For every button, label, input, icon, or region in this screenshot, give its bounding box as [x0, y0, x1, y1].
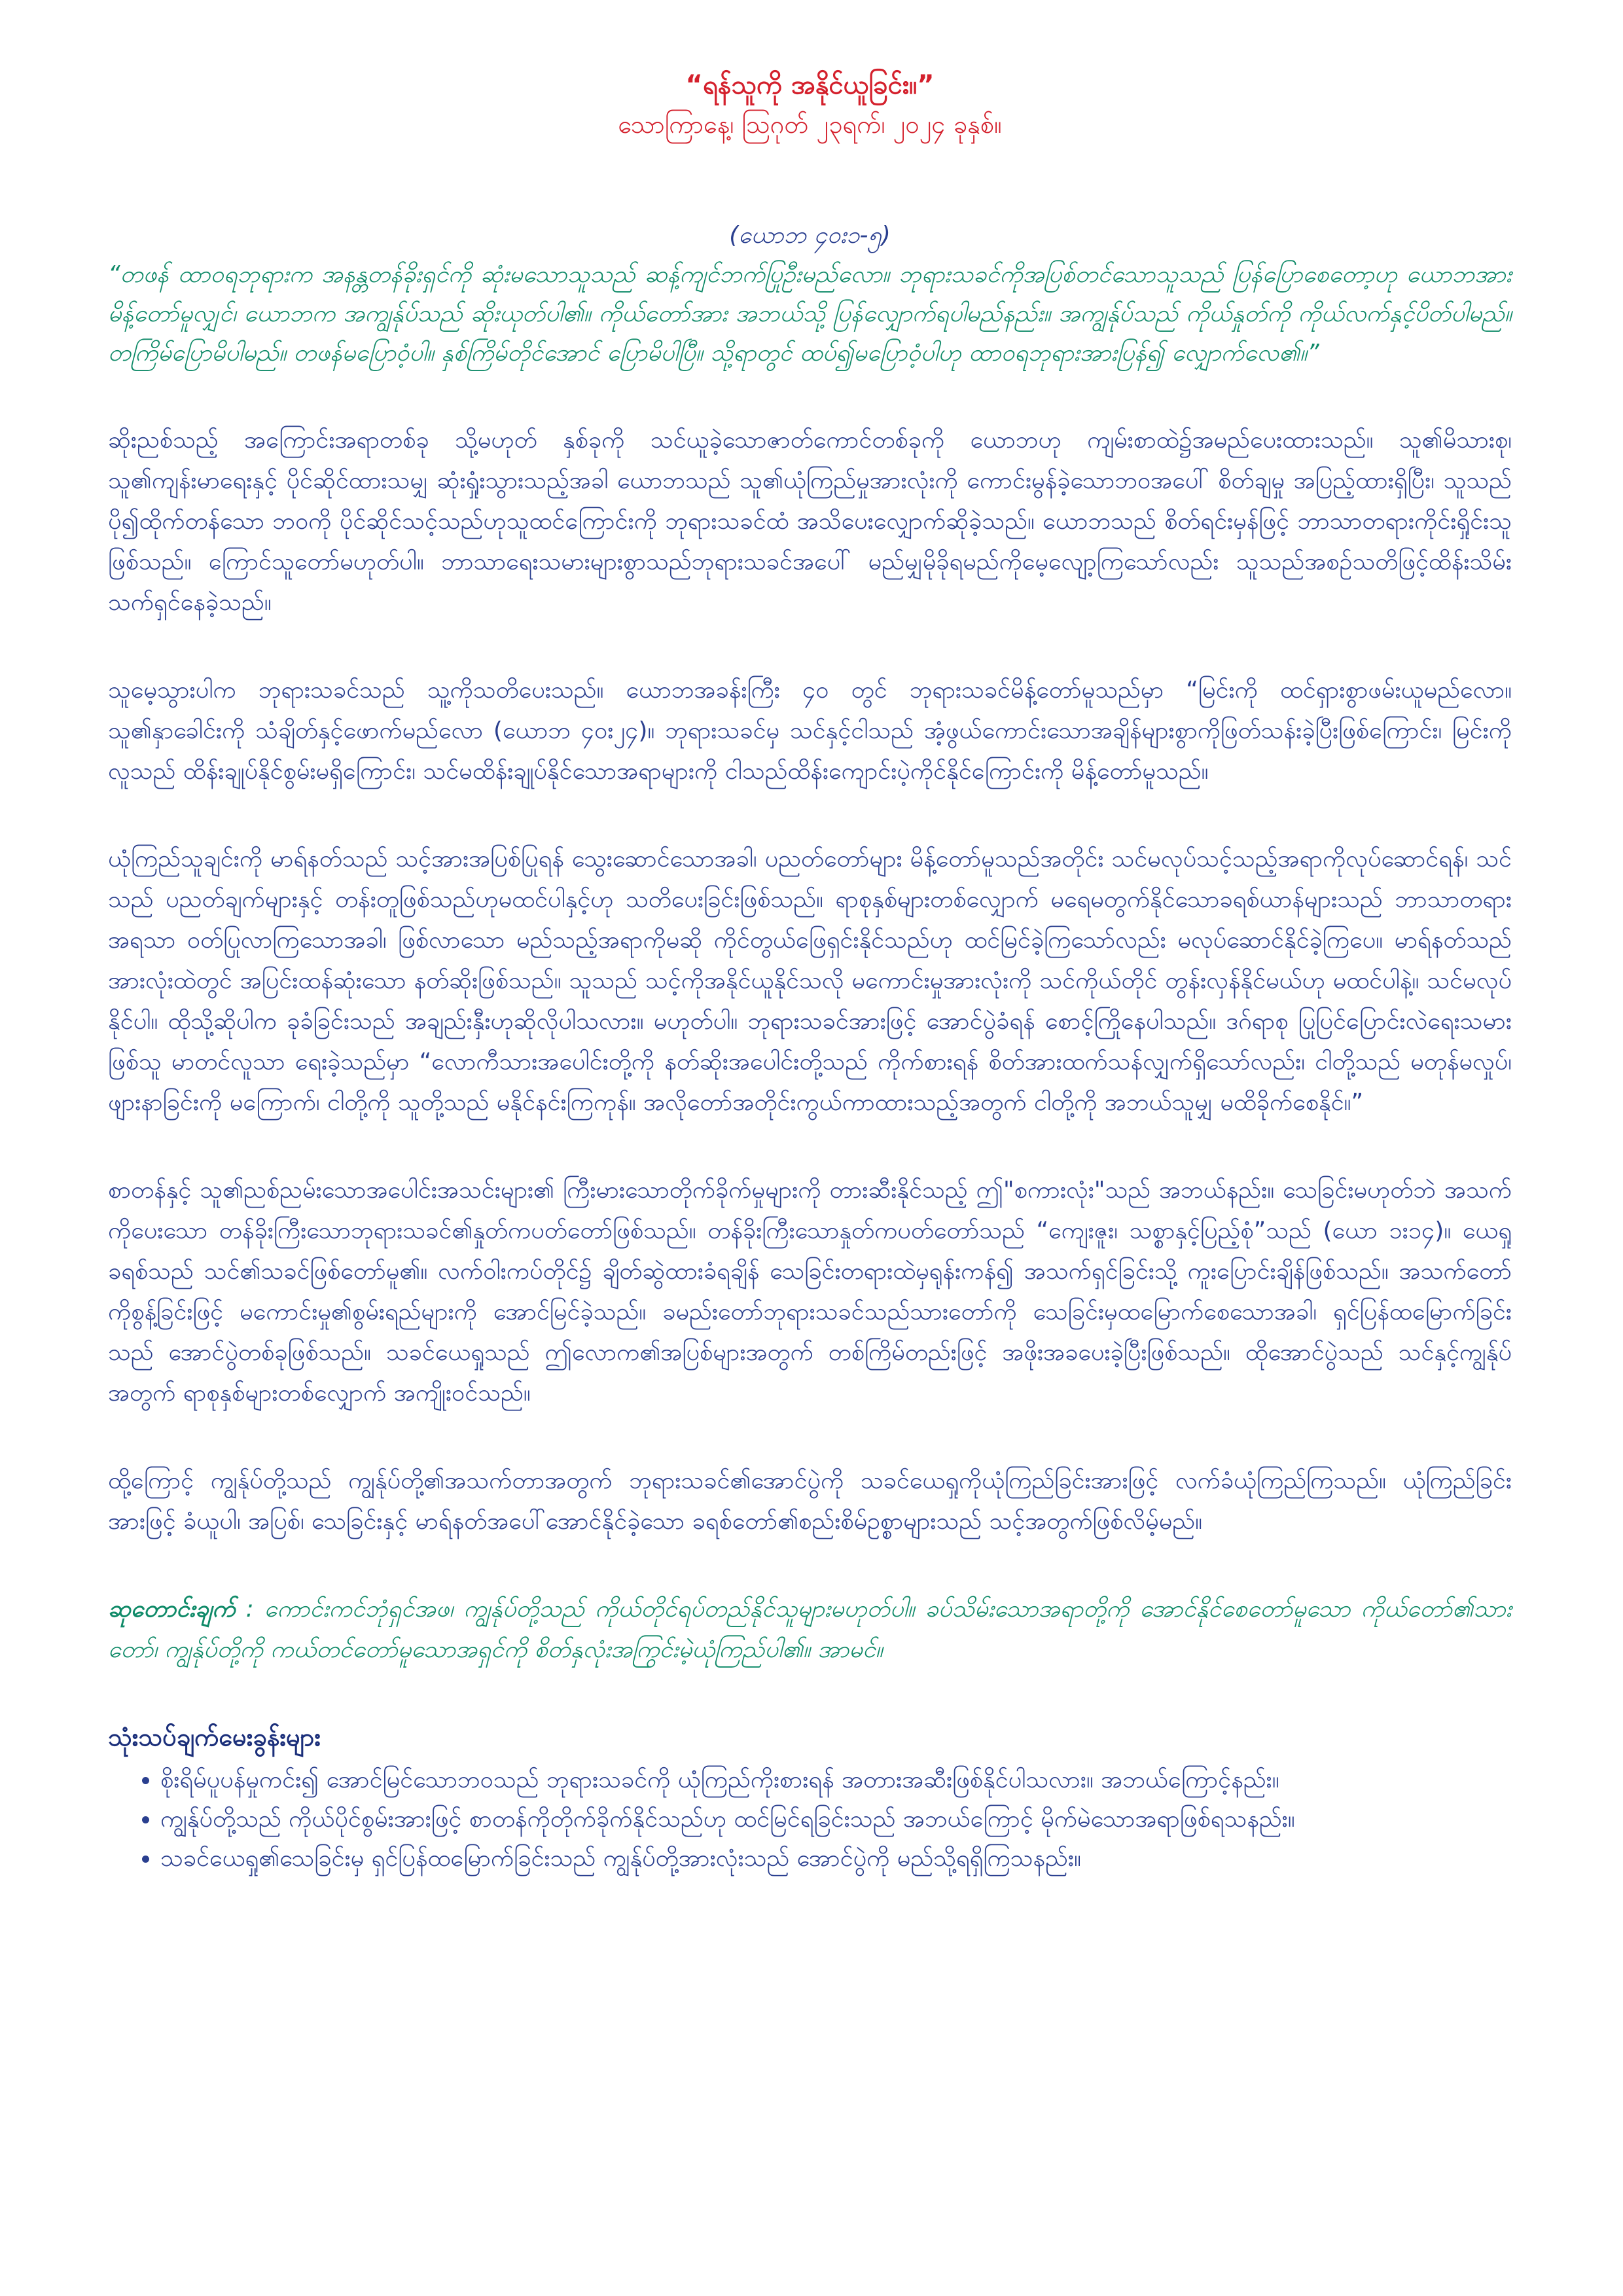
- spacer: [108, 1670, 1512, 1717]
- question-item: • ကျွန်ုပ်တို့သည် ကိုယ်ပိုင်စွမ်းအားဖြင့် စာတန်ကိုတိုက်ခိုက်နိုင်သည်ဟု ထင်မြင်ရခြင်းသည် အဘယ်ကြောင့် မိုက်မဲသောအရာဖြစ်ရသနည်း။: [160, 1800, 1512, 1839]
- paragraph-1: ဆိုးညစ်သည့် အကြောင်းအရာတစ်ခု သို့မဟုတ် နှစ်ခုကို သင်ယူခဲ့သောဇာတ်ကောင်တစ်ခုကို ယောဘဟု ကျမ်းစာထဲ၌အမည်ပေးထားသည်။ သူ၏မိသားစု၊ သူ၏ကျန်းမာရေးနှင့် ပိုင်ဆိုင်ထားသမျှ ဆုံးရှုံးသွားသည့်အခါ ယောဘသည် သူ၏ယုံကြည်မှုအားလုံးကို ကောင်းမွန်ခဲ့သောဘဝအပေါ် စိတ်ချမှု အပြည့်ထားရှိပြီး၊ သူသည် ပို၍ထိုက်တန်သော ဘဝကို ပိုင်ဆိုင်သင့်သည်ဟုသူထင်ကြောင်းကို ဘုရားသခင်ထံ အသိပေးလျှောက်ဆိုခဲ့သည်။ ယောဘသည် စိတ်ရင်းမှန်ဖြင့် ဘာသာတရားကိုင်းရှိုင်းသူဖြစ်သည်။ ကြောင်သူတော်မဟုတ်ပါ။ ဘာသာရေးသမားများစွာသည်ဘုရားသခင်အပေါ် မည်မျှမိုခိုရမည်ကိုမေ့လျော့ကြသော်လည်း သူသည်အစဉ်သတိဖြင့်ထိန်းသိမ်းသက်ရှင်နေခဲ့သည်။: [108, 427, 1512, 616]
- questions-list: [108, 1761, 1512, 1878]
- spacer: [108, 373, 1512, 420]
- spacer: [108, 1123, 1512, 1170]
- paragraph-2: သူမေ့သွားပါက ဘုရားသခင်သည် သူ့ကိုသတိပေးသည်။ ယောဘအခန်းကြီး ၄၀ တွင် ဘုရားသခင်မိန့်တော်မူသည်မှာ “မြင်းကို ထင်ရှားစွာဖမ်းယူမည်လော။ သူ၏နှာခေါင်းကို သံချိတ်နှင့်ဖောက်မည်လော (ယောဘ ၄၀း၂၄)။ ဘုရားသခင်မှ သင်နှင့်ငါသည် အံ့ဖွယ်ကောင်းသောအချိန်များစွာကိုဖြတ်သန်းခဲ့ပြီးဖြစ်ကြောင်း၊ မြင်းကို လူသည် ထိန်းချုပ်နိုင်စွမ်းမရှိကြောင်း၊ သင်မထိန်းချုပ်နိုင်သောအရာများကို ငါသည်ထိန်းကျောင်းပဲ့ကိုင်နိုင်ကြောင်းကို မိန့်တော်မူသည်။: [108, 677, 1512, 785]
- paragraph-3: ယုံကြည်သူချင်းကို မာရ်နတ်သည် သင့်အားအပြစ်ပြုရန် သွေးဆောင်သောအခါ၊ ပညတ်တော်များ မိန့်တော်မူသည်အတိုင်း သင်မလုပ်သင့်သည့်အရာကိုလုပ်ဆောင်ရန်၊ သင်သည် ပညတ်ချက်များနှင့် တန်းတူဖြစ်သည်ဟုမထင်ပါနှင့်ဟု သတိပေးခြင်းဖြစ်သည်။ ရာစုနှစ်များတစ်လျှောက် မရေမတွက်နိုင်သောခရစ်ယာန်များသည် ဘာသာတရားအရသာ ဝတ်ပြုလာကြသောအခါ၊ ဖြစ်လာသော မည်သည့်အရာကိုမဆို ကိုင်တွယ်ဖြေရှင်းနိုင်သည်ဟု ထင်မြင်ခဲ့ကြသော်လည်း မလုပ်ဆောင်နိုင်ခဲ့ကြပေ။ မာရ်နတ်သည်အားလုံးထဲတွင် အပြင်းထန်ဆုံးသော နတ်ဆိုးဖြစ်သည်။ သူသည် သင့်ကိုအနိုင်ယူနိုင်သလို မကောင်းမှုအားလုံးကို သင်ကိုယ်တိုင် တွန်းလှန်နိုင်မယ်ဟု မထင်ပါနဲ့။ သင်မလုပ်နိုင်ပါ။ ထိုသို့ဆိုပါက ခုခံခြင်းသည် အချည်းနှီးဟုဆိုလိုပါသလား။ မဟုတ်ပါ။ ဘုရားသခင်အားဖြင့် အောင်ပွဲခံရန် စောင့်ကြိုနေပါသည်။ ဒဂ်ရာစု ပြုပြင်ပြောင်းလဲရေးသမားဖြစ်သူ မာတင်လူသာ ရေးခဲ့သည်မှာ “လောကီသားအပေါင်းတို့ကို နတ်ဆိုးအပေါင်းတို့သည် ကိုက်စားရန် စိတ်အားထက်သန်လျှက်ရှိသော်လည်း၊ ငါတို့သည် မတုန်မလှုပ်၊ ဖျားနာခြင်းကို မကြောက်၊ ငါတို့ကို သူတို့သည် မနိုင်နင်းကြကုန်။ အလိုတော်အတိုင်းကွယ်ကာထားသည့်အတွက် ငါတို့ကို အဘယ်သူမျှ မထိခိုက်စေနိုင်။”: [108, 846, 1512, 1116]
- scripture-reference: (ယောဘ ၄၀း၁-၅): [729, 222, 891, 249]
- prayer: [108, 1589, 1512, 1670]
- spacer: [108, 1414, 1512, 1461]
- question-item: • သခင်ယေရှု၏သေခြင်းမှ ရှင်ပြန်ထမြောက်ခြင်းသည် ကျွန်ုပ်တို့အားလုံးသည် အောင်ပွဲကို မည်သို့ရရှိကြသနည်း။: [160, 1839, 1512, 1878]
- prayer-text: : ကောင်းကင်ဘုံရှင်အဖ၊ ကျွန်ုပ်တို့သည် ကိုယ်တိုင်ရပ်တည်နိုင်သူများမဟုတ်ပါ။ ခပ်သိမ်းသောအရာတို့ကို အောင်နိုင်စေတော်မူသော ကိုယ်တော်၏သားတော်၊ ကျွန်ုပ်တို့ကို ကယ်တင်တော်မူသောအရှင်ကို စိတ်နှလုံးအကြွင်းမဲ့ယုံကြည်ပါ၏။ အာမင်။: [108, 1596, 1512, 1663]
- prayer-label: ဆုတောင်းချက်: [108, 1596, 236, 1623]
- spacer: [108, 1542, 1512, 1589]
- devotional-date: သောကြာနေ့၊ ဩဂုတ် ၂၃ရက်၊ ၂၀၂၄ ခုနှစ်။: [618, 110, 1002, 139]
- devotional-title: “ရန်သူကို အနိုင်ယူခြင်း။”: [685, 70, 935, 100]
- spacer: [108, 623, 1512, 670]
- paragraph-4: စာတန်နှင့် သူ၏ညစ်ညမ်းသောအပေါင်းအသင်းများ၏ ကြီးမားသောတိုက်ခိုက်မှုများကို တားဆီးနိုင်သည့် ဤ"စကားလုံး"သည် အဘယ်နည်း။ သေခြင်းမဟုတ်ဘဲ အသက်ကိုပေးသော တန်ခိုးကြီးသောဘုရားသခင်၏နှုတ်ကပတ်တော်ဖြစ်သည်။ တန်ခိုးကြီးသောနှုတ်ကပတ်တော်သည် “ကျေးဇူး၊ သစ္စာနှင့်ပြည့်စုံ”သည် (ယော ၁း၁၄)။ ယေရှုခရစ်သည် သင်၏သခင်ဖြစ်တော်မူ၏။ လက်ဝါးကပ်တိုင်၌ ချိတ်ဆွဲထားခံရချိန် သေခြင်းတရားထဲမှရုန်းကန်၍ အသက်ရှင်ခြင်းသို့ ကူးပြောင်းချိန်ဖြစ်သည်။ အသက်တော်ကိုစွန့်ခြင်းဖြင့် မကောင်းမှု၏စွမ်းရည်များကို အောင်မြင်ခဲ့သည်။ ခမည်းတော်ဘုရားသခင်သည်သားတော်ကို သေခြင်းမှထမြောက်စေသောအခါ၊ ရှင်ပြန်ထမြောက်ခြင်းသည် အောင်ပွဲတစ်ခုဖြစ်သည်။ သခင်ယေရှုသည် ဤလောက၏အပြစ်များအတွက် တစ်ကြိမ်တည်းဖြင့် အဖိုးအခပေးခဲ့ပြီးဖြစ်သည်။ ထိုအောင်ပွဲသည် သင်နှင့်ကျွန်ုပ်အတွက် ရာစုနှစ်များတစ်လျှောက် အကျိုးဝင်သည်။: [108, 1177, 1512, 1407]
- question-item: • စိုးရိမ်ပူပန်မှုကင်း၍ အောင်မြင်သောဘဝသည် ဘုရားသခင်ကို ယုံကြည်ကိုးစားရန် အတားအဆီးဖြစ်နိုင်ပါသလား။ အဘယ်ကြောင့်နည်း။: [160, 1761, 1512, 1800]
- scripture-text: “တဖန် ထာဝရဘုရားက အနန္တတန်ခိုးရှင်ကို ဆုံးမသောသူသည် ဆန့်ကျင်ဘက်ပြုဦးမည်လော။ ဘုရားသခင်ကိုအပြစ်တင်သောသူသည် ပြန်ပြောစေတော့ဟု ယောဘအား မိန့်တော်မူလျှင်၊ ယောဘက အကျွန်ုပ်သည် ဆိုးယုတ်ပါ၏။ ကိုယ်တော်အား အဘယ်သို့ ပြန်လျှောက်ရပါမည်နည်း။ အကျွန်ုပ်သည် ကိုယ်နှုတ်ကို ကိုယ်လက်နှင့်ပိတ်ပါမည်။ တကြိမ်ပြောမိပါမည်။ တဖန်မပြောဝံ့ပါ။ နှစ်ကြိမ်တိုင်အောင် ပြောမိပါပြီ။ သို့ရာတွင် ထပ်၍မပြောဝံ့ပါဟု ထာဝရဘုရားအားပြန်၍ လျှောက်လေ၏။”: [108, 261, 1512, 367]
- spacer: [108, 792, 1512, 839]
- paragraph-5: ထို့ကြောင့် ကျွန်ုပ်တို့သည် ကျွန်ုပ်တို့၏အသက်တာအတွက် ဘုရားသခင်၏အောင်ပွဲကို သခင်ယေရှုကိုယုံကြည်ခြင်းအားဖြင့် လက်ခံယုံကြည်ကြသည်။ ယုံကြည်ခြင်းအားဖြင့် ခံယူပါ၊ အပြစ်၊ သေခြင်းနှင့် မာရ်နတ်အပေါ်အောင်နိုင်ခဲ့သော ခရစ်တော်၏စည်းစိမ်ဥစ္စာများသည် သင့်အတွက်ဖြစ်လိမ့်မည်။: [108, 1467, 1512, 1535]
- questions-heading: သုံးသပ်ချက်မေးခွန်းများ: [108, 1723, 321, 1751]
